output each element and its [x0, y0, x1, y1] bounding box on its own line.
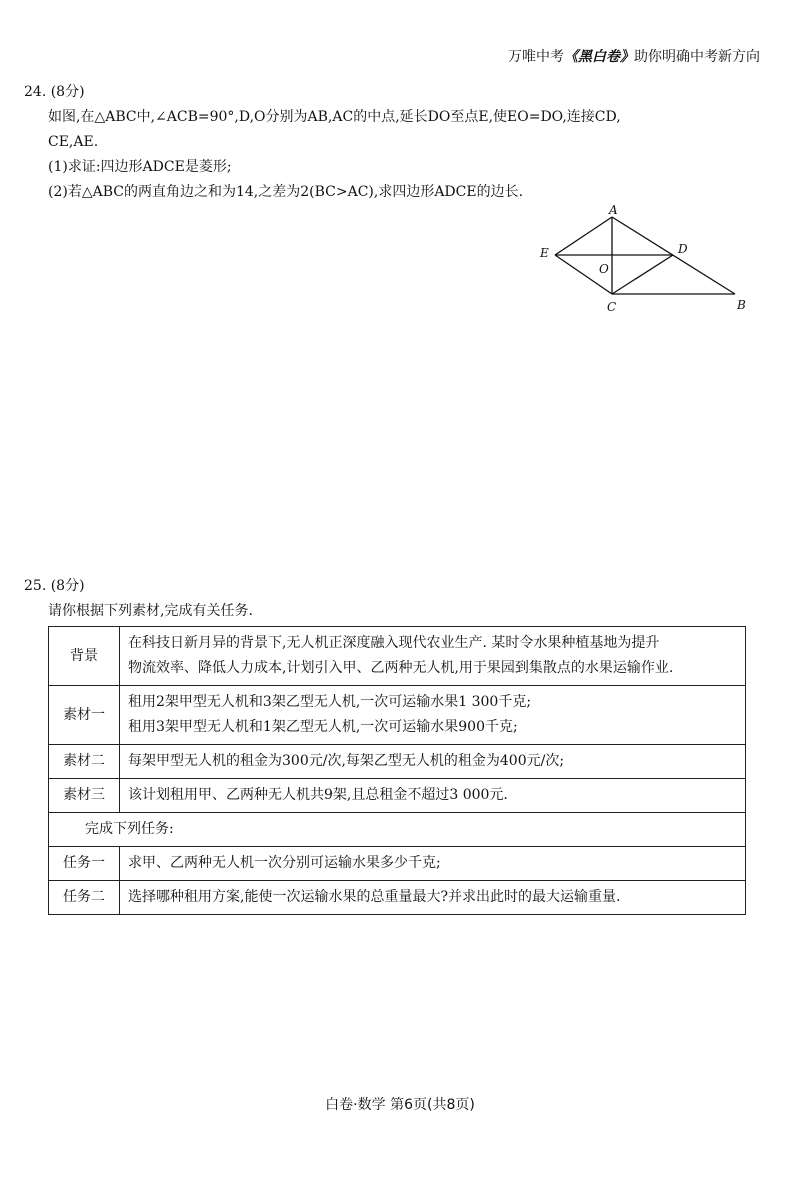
row-content-material-3: 该计划租用甲、乙两种无人机共9架,且总租金不超过3 000元. — [120, 779, 746, 813]
label-d: D — [678, 242, 688, 256]
label-a: A — [609, 205, 618, 217]
question-24-part-2: (2)若△ABC的两直角边之和为14,之差为2(BC>AC),求四边形ADCE的边长. — [48, 184, 524, 200]
table-row-task-2 — [49, 881, 746, 915]
header-book-title: 《黑白卷》 — [564, 49, 634, 65]
material-1-line-2: 租用3架甲型无人机和1架乙型无人机,一次可运输水果900千克; — [128, 719, 518, 735]
row-content-material-1 — [120, 686, 746, 745]
row-content-background — [120, 627, 746, 686]
row-content-task-1: 求甲、乙两种无人机一次分别可运输水果多少千克; — [120, 847, 746, 881]
page-header — [508, 46, 760, 66]
question-24-line: CE,AE. — [48, 134, 99, 150]
background-line-2: 物流效率、降低人力成本,计划引入甲、乙两种无人机,用于果园到集散点的水果运输作业. — [128, 660, 674, 676]
question-25 — [24, 574, 760, 624]
question-25-number: 25. (8分) — [24, 578, 85, 594]
material-1-line-1: 租用2架甲型无人机和3架乙型无人机,一次可运输水果1 300千克; — [128, 694, 532, 710]
table-row-task-1 — [49, 847, 746, 881]
geometry-figure — [535, 205, 765, 320]
question-24-body — [24, 105, 760, 205]
row-label-material-2: 素材二 — [49, 745, 120, 779]
materials-table — [48, 626, 746, 915]
row-label-task-1: 任务一 — [49, 847, 120, 881]
label-e: E — [540, 246, 549, 260]
question-25-intro: 请你根据下列素材,完成有关任务. — [48, 603, 253, 619]
row-content-task-2: 选择哪种租用方案,能使一次运输水果的总重量最大?并求出此时的最大运输重量. — [120, 881, 746, 915]
page-footer: 白卷·数学 第6页(共8页) — [325, 1097, 475, 1113]
label-o: O — [599, 262, 609, 276]
rhombus-triangle-diagram — [535, 205, 765, 320]
label-c: C — [607, 300, 617, 314]
table-row-tasks-intro — [49, 813, 746, 847]
row-label-task-2: 任务二 — [49, 881, 120, 915]
row-content-material-2: 每架甲型无人机的租金为300元/次,每架乙型无人机的租金为400元/次; — [120, 745, 746, 779]
row-label-material-3: 素材三 — [49, 779, 120, 813]
segment-ae — [555, 217, 612, 255]
table-row-material-3 — [49, 779, 746, 813]
question-24-number: 24. (8分) — [24, 84, 85, 100]
tasks-intro: 完成下列任务: — [49, 813, 746, 847]
question-24 — [24, 80, 760, 205]
question-24-part-1: (1)求证:四边形ADCE是菱形; — [48, 159, 232, 175]
question-24-line: 如图,在△ABC中,∠ACB=90°,D,O分别为AB,AC的中点,延长DO至点E,使EO=DO,连接CD, — [48, 109, 621, 125]
label-b: B — [737, 298, 746, 312]
header-suffix: 助你明确中考新方向 — [634, 49, 760, 65]
table-row-background — [49, 627, 746, 686]
table-row-material-2 — [49, 745, 746, 779]
background-line-1: 在科技日新月异的背景下,无人机正深度融入现代农业生产. 某时令水果种植基地为提升 — [128, 635, 660, 651]
header-prefix: 万唯中考 — [508, 49, 564, 65]
row-label-material-1: 素材一 — [49, 686, 120, 745]
segment-cd — [612, 255, 673, 294]
table-row-material-1 — [49, 686, 746, 745]
row-label-background: 背景 — [49, 627, 120, 686]
